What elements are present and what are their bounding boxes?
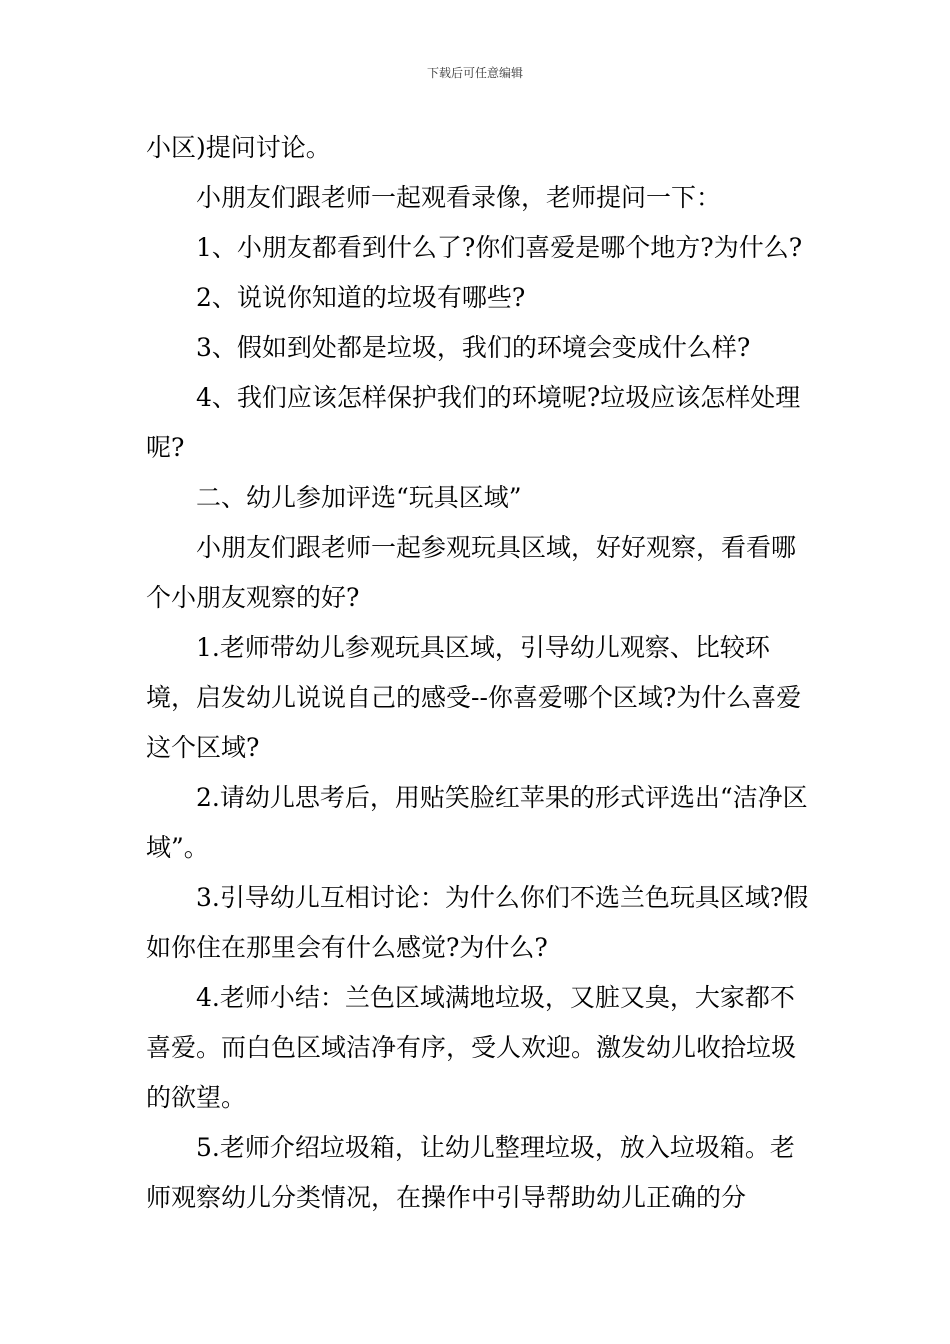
question-item-1: 1、小朋友都看到什么了?你们喜爱是哪个地方?为什么?: [196, 233, 803, 262]
step-item-4: 4.老师小结：兰色区域满地垃圾，又脏又臭，大家都不喜爱。而白色区域洁净有序，受人欢迎。激发幼儿收拾垃圾的欲望。: [146, 983, 797, 1112]
question-item-2: 2、说说你知道的垃圾有哪些?: [196, 283, 526, 312]
step-item-2: 2.请幼儿思考后，用贴笑脸红苹果的形式评选出“洁净区域”。: [146, 783, 808, 862]
question-item-3: 3、假如到处都是垃圾，我们的环境会变成什么样?: [196, 333, 751, 362]
question-item-4: 4、我们应该怎样保护我们的环境呢?垃圾应该怎样处理呢?: [146, 383, 801, 462]
paragraph-continuation: 小区)提问讨论。: [146, 133, 331, 162]
paragraph-visit-area: 小朋友们跟老师一起参观玩具区域，好好观察，看看哪个小朋友观察的好?: [146, 533, 797, 612]
step-item-3: 3.引导幼儿互相讨论：为什么你们不选兰色玩具区域?假如你住在那里会有什么感觉?为什么?: [146, 883, 809, 962]
step-item-5: 5.老师介绍垃圾箱，让幼儿整理垃圾，放入垃圾箱。老师观察幼儿分类情况，在操作中引导帮助幼儿正确的分: [146, 1133, 795, 1212]
paragraph-intro-video: 小朋友们跟老师一起观看录像，老师提问一下：: [196, 183, 722, 212]
document-body: [146, 123, 810, 1223]
section-heading-2: 二、幼儿参加评选“玩具区域”: [196, 483, 522, 512]
page-header-note: 下载后可任意编辑: [426, 66, 523, 80]
step-item-1: 1.老师带幼儿参观玩具区域，引导幼儿观察、比较环境，启发幼儿说说自己的感受--你喜爱哪个区域?为什么喜爱这个区域?: [146, 633, 802, 762]
